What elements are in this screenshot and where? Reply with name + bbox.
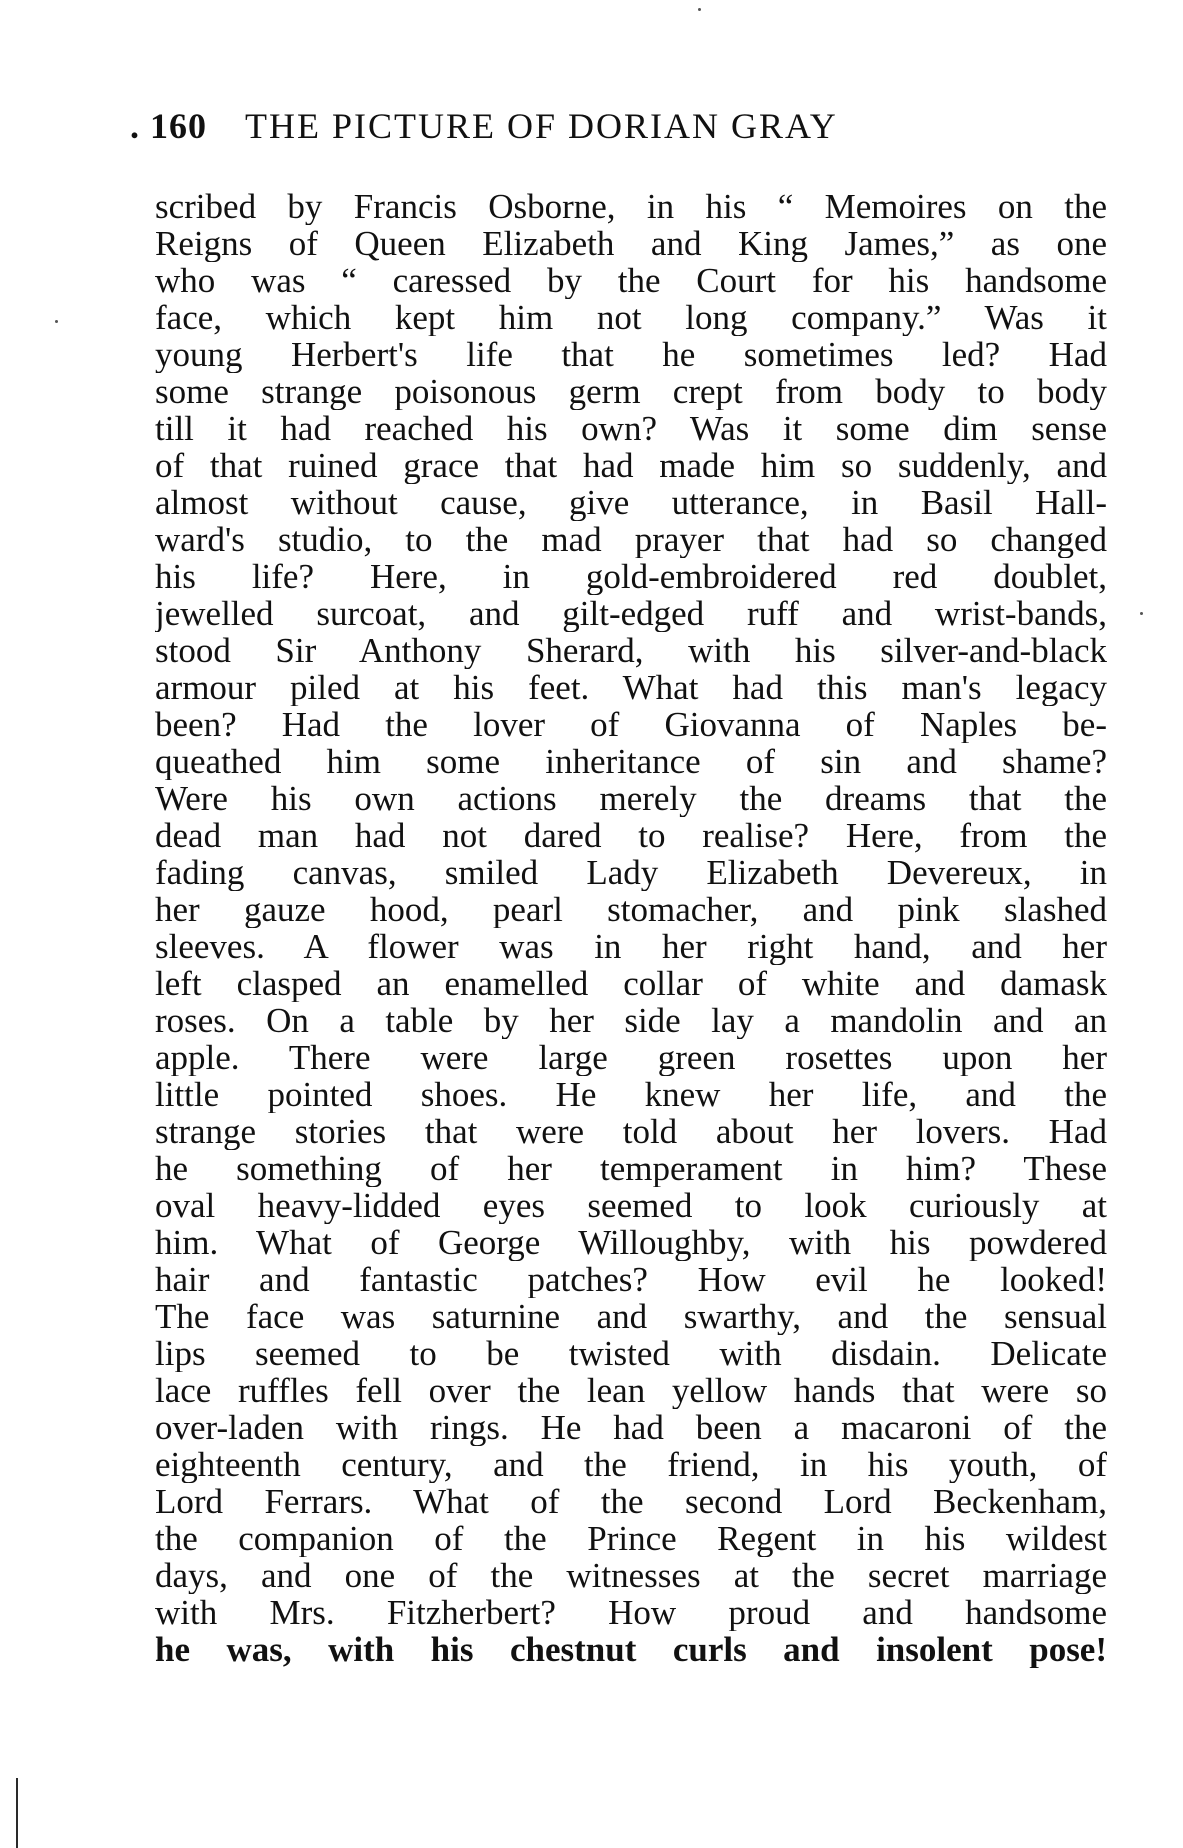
text-line: strange stories that were told about her lovers. Had (155, 1113, 1107, 1150)
body-text (155, 188, 1107, 1668)
text-line: stood Sir Anthony Sherard, with his silver-and-black (155, 632, 1107, 669)
text-line: Lord Ferrars. What of the second Lord Beckenham, (155, 1483, 1107, 1520)
text-line: he was, with his chestnut curls and insolent pose! (155, 1631, 1107, 1668)
text-line: been? Had the lover of Giovanna of Naples be- (155, 706, 1107, 743)
text-line: fading canvas, smiled Lady Elizabeth Devereux, in (155, 854, 1107, 891)
text-line: who was “ caressed by the Court for his handsome (155, 262, 1107, 299)
text-line: her gauze hood, pearl stomacher, and pink slashed (155, 891, 1107, 928)
text-line: The face was saturnine and swarthy, and the sensual (155, 1298, 1107, 1335)
text-line: dead man had not dared to realise? Here, from the (155, 817, 1107, 854)
text-line: sleeves. A flower was in her right hand, and her (155, 928, 1107, 965)
text-line: till it had reached his own? Was it some dim sense (155, 410, 1107, 447)
text-line: some strange poisonous germ crept from body to body (155, 373, 1107, 410)
text-line: Reigns of Queen Elizabeth and King James,” as one (155, 225, 1107, 262)
text-line: scribed by Francis Osborne, in his “ Memoires on the (155, 188, 1107, 225)
margin-ink-mark (16, 1778, 18, 1848)
text-line: face, which kept him not long company.” Was it (155, 299, 1107, 336)
paper-speck (55, 320, 58, 323)
text-line: young Herbert's life that he sometimes led? Had (155, 336, 1107, 373)
text-line: queathed him some inheritance of sin and shame? (155, 743, 1107, 780)
page-number: . 160 (130, 106, 207, 146)
text-line: Were his own actions merely the dreams that the (155, 780, 1107, 817)
text-line: hair and fantastic patches? How evil he looked! (155, 1261, 1107, 1298)
running-header (130, 104, 1000, 148)
text-line: ward's studio, to the mad prayer that had so changed (155, 521, 1107, 558)
text-line: little pointed shoes. He knew her life, and the (155, 1076, 1107, 1113)
text-line: lips seemed to be twisted with disdain. Delicate (155, 1335, 1107, 1372)
text-line: jewelled surcoat, and gilt-edged ruff and wrist-bands, (155, 595, 1107, 632)
text-line: with Mrs. Fitzherbert? How proud and handsome (155, 1594, 1107, 1631)
text-line: almost without cause, give utterance, in Basil Hall- (155, 484, 1107, 521)
text-line: lace ruffles fell over the lean yellow hands that were so (155, 1372, 1107, 1409)
text-line: eighteenth century, and the friend, in his youth, of (155, 1446, 1107, 1483)
text-line: roses. On a table by her side lay a mandolin and an (155, 1002, 1107, 1039)
text-line: his life? Here, in gold-embroidered red doublet, (155, 558, 1107, 595)
text-line: over-laden with rings. He had been a macaroni of the (155, 1409, 1107, 1446)
paper-speck (698, 8, 701, 11)
text-line: left clasped an enamelled collar of white and damask (155, 965, 1107, 1002)
book-title: THE PICTURE OF DORIAN GRAY (245, 106, 838, 146)
text-line: days, and one of the witnesses at the secret marriage (155, 1557, 1107, 1594)
paper-speck (1140, 612, 1143, 615)
text-line: him. What of George Willoughby, with his powdered (155, 1224, 1107, 1261)
text-line: of that ruined grace that had made him so suddenly, and (155, 447, 1107, 484)
text-line: he something of her temperament in him? These (155, 1150, 1107, 1187)
text-line: armour piled at his feet. What had this man's legacy (155, 669, 1107, 706)
text-line: the companion of the Prince Regent in his wildest (155, 1520, 1107, 1557)
text-line: oval heavy-lidded eyes seemed to look curiously at (155, 1187, 1107, 1224)
text-line: apple. There were large green rosettes upon her (155, 1039, 1107, 1076)
